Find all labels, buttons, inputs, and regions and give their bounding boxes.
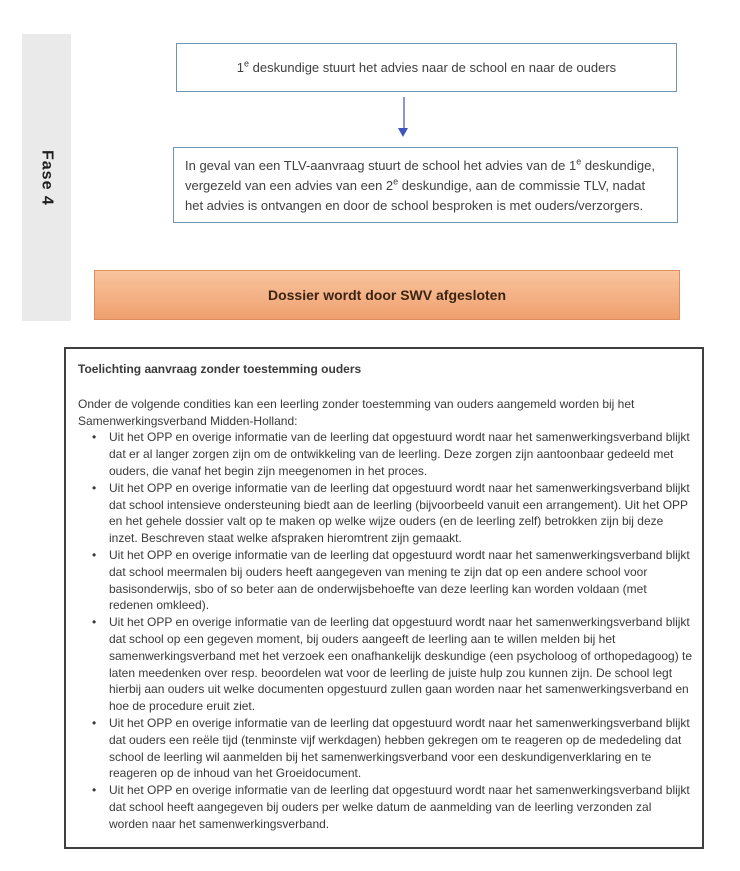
note-bullet-list [78,429,694,832]
note-bullet-item: • Uit het OPP en overige informatie van de leerling dat opgestuurd wordt naar het samenwerkingsverband blijkt dat school op een gegeven moment, bij ouders aangeeft de leerling aan te willen melden bij het samenwerkingsverband met het verzoek een onafhankelijk deskundige (een psycholoog of orthopedagoog) te laten meedenken over resp. beoordelen wat voor de leerling de juiste hulp zou kunnen zijn. De school legt hierbij aan ouders uit welke documenten opgestuurd zullen gaan worden naar het samenwerkingsverband en hoe de procedure eruit ziet. [109,614,694,715]
phase-label: Fase 4 [38,149,56,206]
note-bullet-item: • Uit het OPP en overige informatie van de leerling dat opgestuurd wordt naar het samenwerkingsverband blijkt dat school intensieve ondersteuning biedt aan de leerling (bijvoorbeeld vanuit een arrangement). Uit het OPP en het gehele dossier valt op te maken op welke wijze ouders (en de leerling zelf) betrokken zijn bij deze inzet. Beschreven staat welke afspraken hieromtrent zijn gemaakt. [109,480,694,547]
arrow-line [403,97,405,128]
note-title: Toelichting aanvraag zonder toestemming ouders [78,362,362,376]
note-box [64,347,704,849]
flow-box-tlv-line1: In geval van een TLV-aanvraag stuurt de school het advies van de 1e deskundige, [185,156,655,173]
flow-box-advice-sent-text: 1e deskundige stuurt het advies naar de school en naar de ouders [236,58,617,75]
note-bullet-item: • Uit het OPP en overige informatie van de leerling dat opgestuurd wordt naar het samenwerkingsverband blijkt dat school meermalen bij ouders heeft aangegeven van mening te zijn dat op een andere school voor basisonderwijs, sbo of so beter aan de onderwijsbehoefte van deze leerling kan worden voldaan (met redenen omkleed). [109,547,694,614]
superscript-e: e [576,156,582,167]
flow-box-tlv-request [173,147,678,223]
note-bullet-item: • Uit het OPP en overige informatie van de leerling dat opgestuurd wordt naar het samenwerkingsverband blijkt dat ouders een reële tijd (tenminste vijf werkdagen) hebben gekregen om te reageren op de mededeling dat school de leerling wil aanmelden bij het samenwerkingsverband voor een deskundigenverklaring en te reageren op de inhoud van het Groeidocument. [109,715,694,782]
phase-sidebar [22,34,71,321]
superscript-e: e [393,176,399,187]
flow-box-dossier-closed [94,270,680,320]
note-bullet-item: • Uit het OPP en overige informatie van de leerling dat opgestuurd wordt naar het samenwerkingsverband blijkt dat school heeft aangegeven bij ouders per welke datum de aanmelding van de leerling verzonden zal worden naar het samenwerkingsverband. [109,782,694,832]
flow-box-tlv-line3: het advies is ontvangen en door de school besproken is met ouders/verzorgers. [185,198,644,213]
down-arrow-icon [398,128,408,137]
flow-box-dossier-closed-text: Dossier wordt door SWV afgesloten [267,287,507,303]
note-intro: Onder de volgende condities kan een leerling zonder toestemming van ouders aangemeld worden bij het Samenwerkingsverband Midden-Holland: [78,396,635,428]
superscript-e: e [244,58,250,69]
flow-box-tlv-line2: vergezeld van een advies van een 2e deskundige, aan de commissie TLV, nadat [185,176,646,193]
flow-connector [398,97,409,138]
note-bullet-item: • Uit het OPP en overige informatie van de leerling dat opgestuurd wordt naar het samenwerkingsverband blijkt dat er al langer zorgen zijn om de ontwikkeling van de leerling. Deze zorgen zijn aantoonbaar gedeeld met ouders, die vanaf het begin zijn meegenomen in het proces. [109,429,694,479]
flow-box-advice-sent [176,43,677,92]
